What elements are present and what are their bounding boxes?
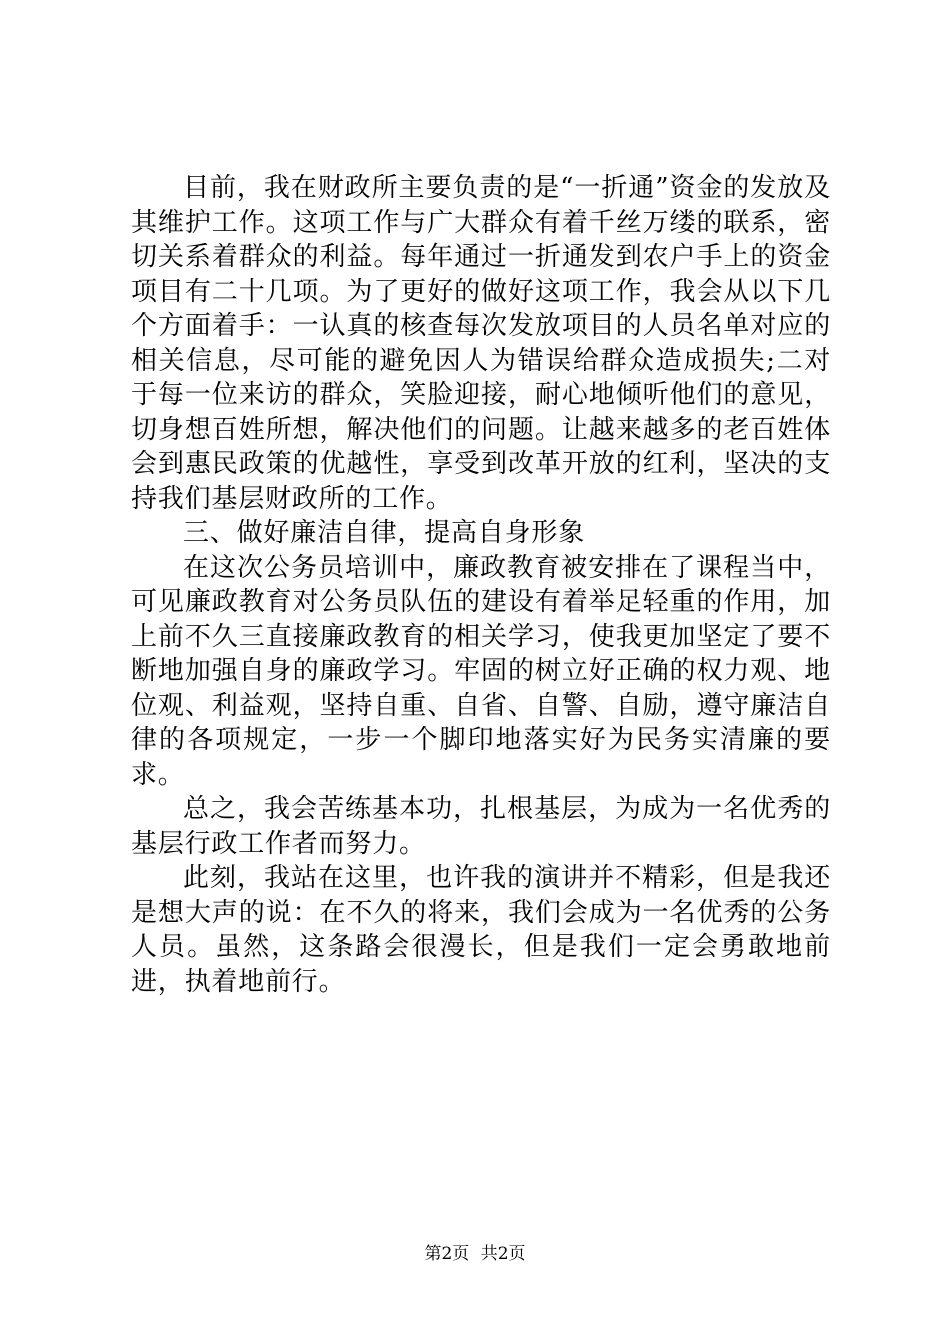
paragraph-yizhetong-work: 目前，我在财政所主要负责的是“一折通”资金的发放及其维护工作。这项工作与广大群众有着千丝万缕的联系，密切关系着群众的利益。每年通过一折通发到农户手上的资金项目有二十几项。为了更好的做好这项工作，我会从以下几个方面着手：一认真的核查每次发放项目的人员名单对应的相关信息，尽可能的避免因人为错误给群众造成损失;二对于每一位来访的群众，笑脸迎接，耐心地倾听他们的意见，切身想百姓所想，解决他们的问题。让越来越多的老百姓体会到惠民政策的优越性，享受到改革开放的红利，坚决的支持我们基层财政所的工作。 (131, 173, 831, 514)
section-heading-integrity: 三、做好廉洁自律，提高自身形象 (183, 518, 586, 548)
paragraph-summary: 总之，我会苦练基本功，扎根基层，为成为一名优秀的基层行政工作者而努力。 (131, 794, 831, 859)
document-body (131, 171, 831, 999)
page-total: 共2页 (480, 1244, 526, 1264)
page-number: 第2页 (424, 1244, 470, 1264)
paragraph-closing: 此刻，我站在这里，也许我的演讲并不精彩，但是我还是想大声的说：在不久的将来，我们会成为一名优秀的公务人员。虽然，这条路会很漫长，但是我们一定会勇敢地前进，执着地前行。 (131, 863, 831, 997)
paragraph-integrity-education: 在这次公务员培训中，廉政教育被安排在了课程当中，可见廉政教育对公务员队伍的建设有着举足轻重的作用，加上前不久三直接廉政教育的相关学习，使我更加坚定了要不断地加强自身的廉政学习。牢固的树立好正确的权力观、地位观、利益观，坚持自重、自省、自警、自励，遵守廉洁自律的各项规定，一步一个脚印地落实好为民务实清廉的要求。 (131, 552, 831, 790)
page-footer (0, 1243, 950, 1265)
